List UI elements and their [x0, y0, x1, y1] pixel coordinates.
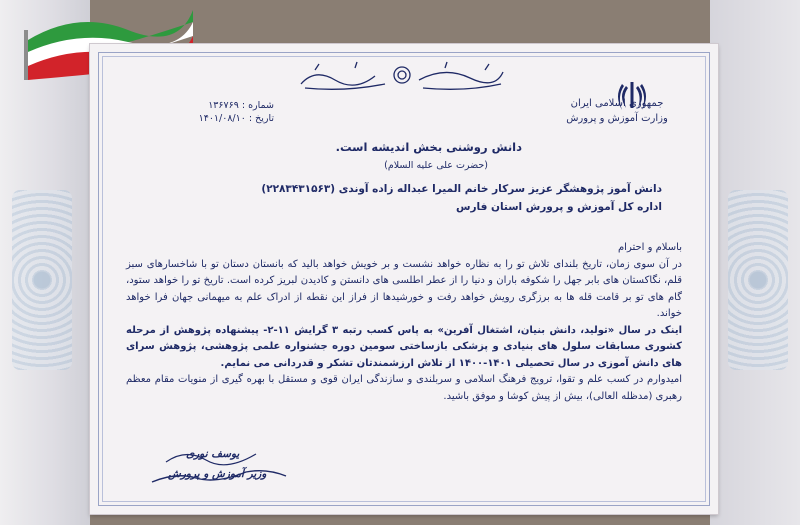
letter-number-label: شماره : [241, 100, 274, 111]
letter-number: ۱۳۶۷۶۹ [208, 100, 239, 111]
letterhead-organization [562, 96, 672, 126]
letter-meta [154, 99, 274, 125]
ministry-name: وزارت آموزش و پرورش [566, 113, 668, 124]
signatory-title: وزیر آموزش و پرورش [168, 468, 267, 480]
letter-body [126, 240, 682, 405]
signatory-name: یوسف نوری [186, 448, 240, 460]
decorative-ornament-left [12, 190, 72, 370]
letter-date: ۱۴۰۱/۰۸/۱۰ [198, 113, 246, 124]
bismillah-calligraphy [295, 58, 509, 96]
letter-number-row [154, 99, 274, 112]
recipient-office: اداره کل آموزش و پرورش استان فارس [456, 201, 662, 213]
motto-source: (حضرت علی علیه السلام) [384, 160, 488, 171]
motto-quote: دانش روشنی بخش اندیشه است. [335, 140, 522, 154]
letter-date-row [154, 112, 274, 125]
body-paragraph-3: امیدوارم در کسب علم و تقوا، ترویج فرهنگ اسلامی و سربلندی و سازندگی ایران قوی و مستقل با بهره گیری از منویات مقام معظم رهبری (مدظله العالی)، بیش از پیش کوشا و موفق باشید. [126, 374, 682, 402]
official-letter [90, 44, 718, 514]
decorative-ornament-right [728, 190, 788, 370]
letter-date-label: تاریخ : [248, 113, 274, 124]
recipient-block [142, 180, 662, 216]
country-name: جمهوری اسلامی ایران [570, 98, 664, 109]
recipient-name: دانش آموز پژوهشگر عزیز سرکار خانم المیرا عبداله زاده آوندی (۲۲۸۳۴۳۱۵۶۳) [261, 183, 662, 195]
body-paragraph-1: در آن سوی زمان، تاریخ بلندای تلاش تو را به نظاره خواهد نشست و بر خویش خواهد بالید که بانستان دستان تو با شاخسارهای سبز قلم، نگاکستان های بابر جهل را شکوفه باران و دنیا را از عطر اطلسی های دانستن و کادیدن لبریز کرده است. تاریخ تو را خواهد ستود، گام های تو بر قامت قله ها به برزگری رویش خواهد رفت و خورشیدها از فراز این نقطه از ادراک علم به میهمانی جهان فرا خواهد خواند. [126, 258, 682, 319]
greeting: باسلام و احترام [617, 242, 682, 253]
body-paragraph-2: اینک در سال «تولید، دانش بنیان، اشتغال آفرین» به پاس کسب رتبه ۳ گرایش ۱۱-۲- پیشنهاده پژوهش از مرحله کشوری مسابقات سلول های بنیادی و پزشکی بازساختی سومین دوره جشنواره علمی پژوهشی، پژوهش سرای های دانش آموزی در سال تحصیلی ۱۴۰۱-۱۴۰۰ از تلاش ارزشمندتان تشکر و قدردانی می نمایم. [126, 324, 682, 369]
